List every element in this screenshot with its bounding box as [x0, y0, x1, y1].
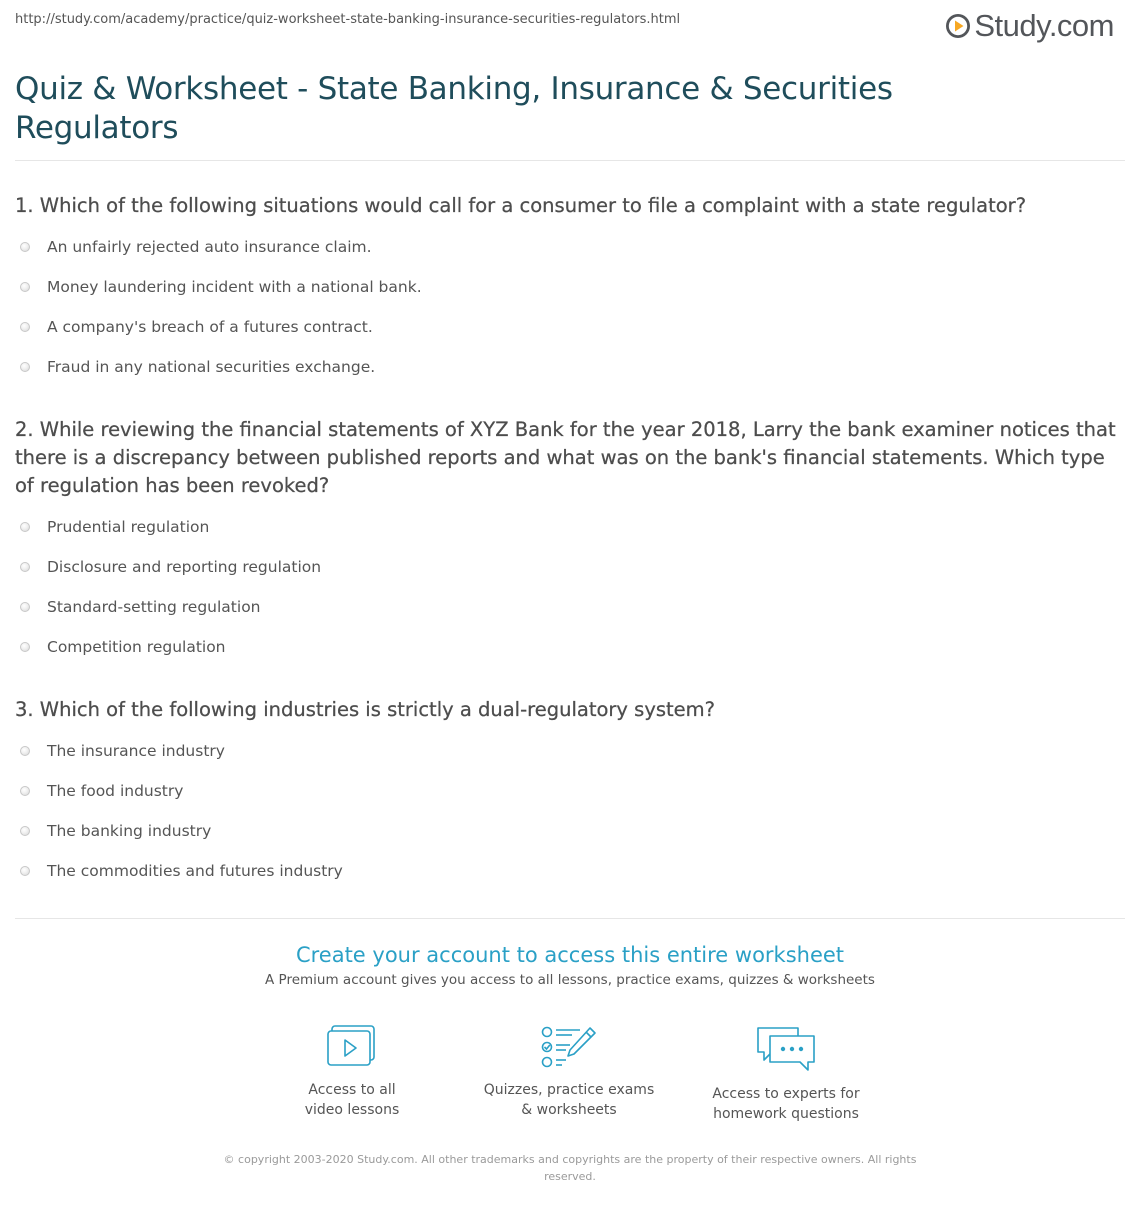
page-title: Quiz & Worksheet - State Banking, Insurance & Securities Regulators [15, 71, 893, 146]
question-3-options [20, 741, 343, 901]
divider [15, 160, 1125, 161]
question-3: 3. Which of the following industries is strictly a dual-regulatory system? [15, 698, 716, 721]
option-label: The food industry [47, 782, 184, 800]
divider [15, 918, 1125, 919]
radio-button-icon[interactable] [20, 866, 30, 876]
option-label: Competition regulation [47, 638, 226, 656]
radio-button-icon[interactable] [20, 282, 30, 292]
radio-button-icon[interactable] [20, 562, 30, 572]
create-account-link[interactable]: Create your account to access this entire worksheet [295, 943, 845, 967]
answer-option[interactable] [20, 741, 343, 781]
answer-option[interactable] [20, 357, 422, 397]
play-logo-icon [945, 13, 971, 39]
video-lesson-icon [326, 1024, 378, 1070]
option-label: Standard-setting regulation [47, 598, 261, 616]
answer-option[interactable] [20, 597, 321, 637]
answer-option[interactable] [20, 637, 321, 677]
question-1: 1. Which of the following situations would call for a consumer to file a complaint with a state regulator? [15, 194, 1027, 217]
study-logo[interactable] [945, 8, 1114, 44]
logo-text: Study.com [974, 8, 1114, 43]
option-label: An unfairly rejected auto insurance claim. [47, 238, 372, 256]
option-label: The commodities and futures industry [47, 862, 343, 880]
question-1-options [20, 237, 422, 397]
answer-option[interactable] [20, 317, 422, 357]
feature-label: Quizzes, practice exams & worksheets [483, 1082, 655, 1118]
answer-option[interactable] [20, 821, 343, 861]
radio-button-icon[interactable] [20, 242, 30, 252]
option-label: The insurance industry [47, 742, 225, 760]
answer-option[interactable] [20, 861, 343, 901]
answer-option[interactable] [20, 237, 422, 277]
feature-experts [686, 1024, 886, 1124]
option-label: Fraud in any national securities exchange. [47, 358, 376, 376]
option-label: Money laundering incident with a national bank. [47, 278, 422, 296]
chat-bubbles-icon [754, 1024, 818, 1074]
option-label: A company's breach of a futures contract. [47, 318, 373, 336]
feature-label: Access to experts for homework questions [712, 1086, 860, 1122]
radio-button-icon[interactable] [20, 362, 30, 372]
radio-button-icon[interactable] [20, 322, 30, 332]
radio-button-icon[interactable] [20, 522, 30, 532]
copyright-notice: © copyright 2003-2020 Study.com. All other trademarks and copyrights are the property of their respective owners. All rights reserved. [223, 1153, 917, 1183]
question-2: 2. While reviewing the financial statements of XYZ Bank for the year 2018, Larry the bank examiner notices that there is a discrepancy between published reports and what was on the bank's financial statements. Which type of regulation has been revoked? [15, 418, 1116, 497]
radio-button-icon[interactable] [20, 786, 30, 796]
feature-quizzes [469, 1024, 669, 1120]
option-label: Prudential regulation [47, 518, 210, 536]
radio-button-icon[interactable] [20, 602, 30, 612]
feature-label: Access to all video lessons [304, 1082, 400, 1118]
option-label: The banking industry [47, 822, 212, 840]
answer-option[interactable] [20, 557, 321, 597]
premium-description: A Premium account gives you access to all lessons, practice exams, quizzes & worksheets [265, 972, 875, 988]
question-2-options [20, 517, 321, 677]
quiz-checklist-icon [540, 1024, 598, 1070]
radio-button-icon[interactable] [20, 826, 30, 836]
answer-option[interactable] [20, 517, 321, 557]
answer-option[interactable] [20, 277, 422, 317]
radio-button-icon[interactable] [20, 746, 30, 756]
answer-option[interactable] [20, 781, 343, 821]
feature-video-lessons [252, 1024, 452, 1120]
radio-button-icon[interactable] [20, 642, 30, 652]
page-url: http://study.com/academy/practice/quiz-worksheet-state-banking-insurance-securities-regulators.html [15, 12, 681, 27]
option-label: Disclosure and reporting regulation [47, 558, 322, 576]
